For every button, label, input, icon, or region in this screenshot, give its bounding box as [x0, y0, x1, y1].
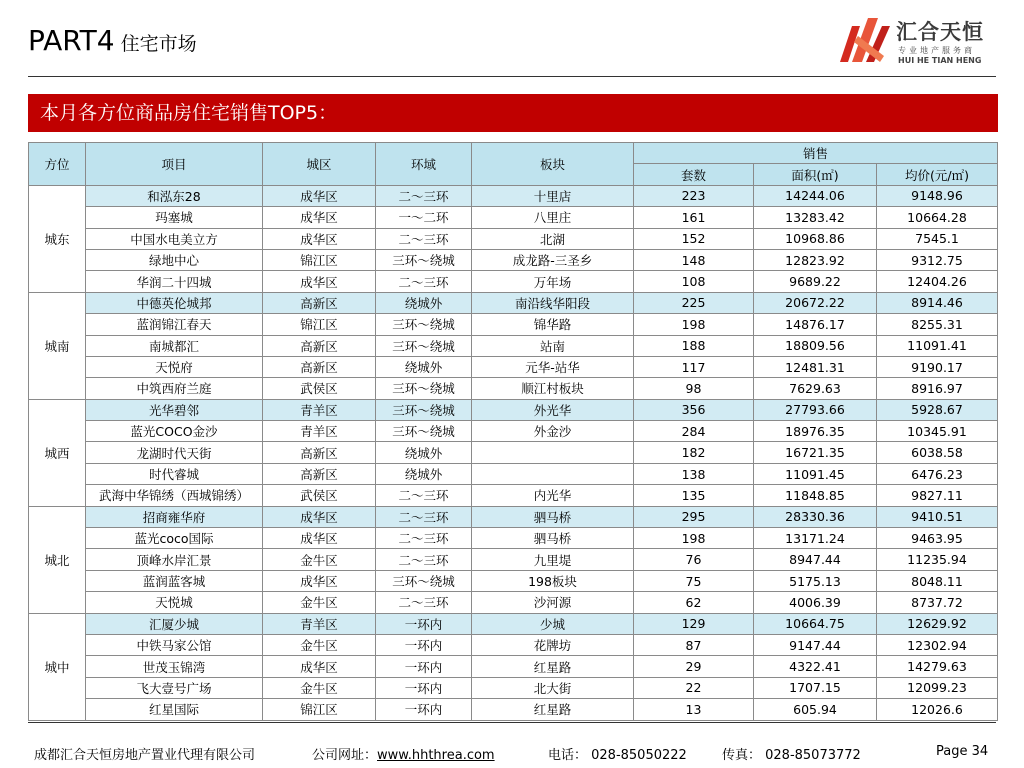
district-cell: 金牛区 — [263, 592, 376, 613]
block-cell: 站南 — [472, 335, 634, 356]
table-row — [29, 528, 998, 549]
project-cell: 红星国际 — [86, 699, 263, 720]
block-cell — [472, 463, 634, 484]
units-cell: 29 — [634, 656, 754, 677]
ring-cell: 一环内 — [376, 656, 472, 677]
ring-cell: 三环～绕城 — [376, 421, 472, 442]
table-row — [29, 207, 998, 228]
ring-cell: 二～三环 — [376, 228, 472, 249]
ring-cell: 绕城外 — [376, 292, 472, 313]
units-cell: 152 — [634, 228, 754, 249]
area-cell: 4006.39 — [754, 592, 877, 613]
part-label: PART4 — [28, 24, 115, 57]
block-cell: 万年场 — [472, 271, 634, 292]
table-row — [29, 335, 998, 356]
section-banner: 本月各方位商品房住宅销售TOP5： — [28, 94, 998, 132]
district-cell: 高新区 — [263, 356, 376, 377]
block-cell: 成龙路-三圣乡 — [472, 249, 634, 270]
units-cell: 76 — [634, 549, 754, 570]
district-cell: 高新区 — [263, 463, 376, 484]
units-cell: 108 — [634, 271, 754, 292]
district-cell: 高新区 — [263, 442, 376, 463]
project-cell: 玛塞城 — [86, 207, 263, 228]
footer-company: 成都汇合天恒房地产置业代理有限公司 — [34, 748, 256, 763]
ring-cell: 三环～绕城 — [376, 399, 472, 420]
units-cell: 356 — [634, 399, 754, 420]
block-cell: 沙河源 — [472, 592, 634, 613]
district-cell: 金牛区 — [263, 634, 376, 655]
region-cell: 城南 — [29, 292, 86, 399]
price-cell: 11091.41 — [877, 335, 998, 356]
area-cell: 605.94 — [754, 699, 877, 720]
project-cell: 蓝光coco国际 — [86, 528, 263, 549]
price-cell: 12099.23 — [877, 677, 998, 698]
table-row — [29, 656, 998, 677]
table-row — [29, 613, 998, 634]
units-cell: 161 — [634, 207, 754, 228]
project-cell: 龙湖时代天街 — [86, 442, 263, 463]
project-cell: 招商雍华府 — [86, 506, 263, 527]
district-cell: 金牛区 — [263, 549, 376, 570]
table-row — [29, 570, 998, 591]
units-cell: 75 — [634, 570, 754, 591]
ring-cell: 三环～绕城 — [376, 249, 472, 270]
project-cell: 飞大壹号广场 — [86, 677, 263, 698]
ring-cell: 二～三环 — [376, 271, 472, 292]
project-cell: 蓝润锦江春天 — [86, 314, 263, 335]
block-cell: 八里庄 — [472, 207, 634, 228]
district-cell: 成华区 — [263, 271, 376, 292]
footer-divider — [28, 722, 996, 723]
footer-fax: 传真： 028-85073772 — [722, 748, 861, 763]
ring-cell: 一环内 — [376, 699, 472, 720]
price-cell: 8737.72 — [877, 592, 998, 613]
district-cell: 成华区 — [263, 228, 376, 249]
area-cell: 18809.56 — [754, 335, 877, 356]
region-cell: 城中 — [29, 613, 86, 720]
district-cell: 成华区 — [263, 656, 376, 677]
area-cell: 11848.85 — [754, 485, 877, 506]
block-cell: 北大街 — [472, 677, 634, 698]
header-area: 面积(㎡) — [754, 164, 877, 185]
price-cell: 12026.6 — [877, 699, 998, 720]
area-cell: 9147.44 — [754, 634, 877, 655]
block-cell: 红星路 — [472, 656, 634, 677]
block-cell: 南沿线华阳段 — [472, 292, 634, 313]
price-cell: 9148.96 — [877, 185, 998, 206]
footer-website — [312, 744, 495, 763]
ring-cell: 一～二环 — [376, 207, 472, 228]
ring-cell: 二～三环 — [376, 549, 472, 570]
ring-cell: 二～三环 — [376, 528, 472, 549]
project-cell: 时代睿城 — [86, 463, 263, 484]
price-cell: 10345.91 — [877, 421, 998, 442]
price-cell: 7545.1 — [877, 228, 998, 249]
block-cell: 外光华 — [472, 399, 634, 420]
district-cell: 成华区 — [263, 528, 376, 549]
ring-cell: 二～三环 — [376, 185, 472, 206]
project-cell: 中德英伦城邦 — [86, 292, 263, 313]
area-cell: 16721.35 — [754, 442, 877, 463]
area-cell: 1707.15 — [754, 677, 877, 698]
units-cell: 198 — [634, 528, 754, 549]
ring-cell: 绕城外 — [376, 442, 472, 463]
area-cell: 4322.41 — [754, 656, 877, 677]
header-price: 均价(元/㎡) — [877, 164, 998, 185]
header-region: 方位 — [29, 143, 86, 186]
area-cell: 12481.31 — [754, 356, 877, 377]
table-row — [29, 314, 998, 335]
ring-cell: 绕城外 — [376, 356, 472, 377]
project-cell: 武海中华锦绣（西城锦绣） — [86, 485, 263, 506]
district-cell: 锦江区 — [263, 314, 376, 335]
block-cell: 驷马桥 — [472, 528, 634, 549]
district-cell: 锦江区 — [263, 699, 376, 720]
table-row — [29, 699, 998, 720]
price-cell: 6476.23 — [877, 463, 998, 484]
district-cell: 成华区 — [263, 185, 376, 206]
units-cell: 138 — [634, 463, 754, 484]
area-cell: 7629.63 — [754, 378, 877, 399]
project-cell: 中筑西府兰庭 — [86, 378, 263, 399]
district-cell: 青羊区 — [263, 613, 376, 634]
block-cell: 红星路 — [472, 699, 634, 720]
ring-cell: 一环内 — [376, 634, 472, 655]
area-cell: 27793.66 — [754, 399, 877, 420]
block-cell: 锦华路 — [472, 314, 634, 335]
table-row — [29, 634, 998, 655]
ring-cell: 三环～绕城 — [376, 378, 472, 399]
units-cell: 87 — [634, 634, 754, 655]
logo-english: HUI HE TIAN HENG — [898, 56, 982, 65]
units-cell: 188 — [634, 335, 754, 356]
project-cell: 天悦府 — [86, 356, 263, 377]
district-cell: 武侯区 — [263, 378, 376, 399]
ring-cell: 三环～绕城 — [376, 570, 472, 591]
district-cell: 锦江区 — [263, 249, 376, 270]
units-cell: 117 — [634, 356, 754, 377]
logo-tagline: 专业地产服务商 — [898, 46, 975, 55]
district-cell: 成华区 — [263, 207, 376, 228]
area-cell: 20672.22 — [754, 292, 877, 313]
area-cell: 14244.06 — [754, 185, 877, 206]
price-cell: 8255.31 — [877, 314, 998, 335]
sales-table — [28, 142, 998, 721]
block-cell — [472, 442, 634, 463]
table-row — [29, 442, 998, 463]
price-cell: 6038.58 — [877, 442, 998, 463]
block-cell: 北湖 — [472, 228, 634, 249]
logo-mark-icon — [838, 16, 894, 64]
block-cell: 十里店 — [472, 185, 634, 206]
units-cell: 223 — [634, 185, 754, 206]
project-cell: 华润二十四城 — [86, 271, 263, 292]
price-cell: 12302.94 — [877, 634, 998, 655]
ring-cell: 二～三环 — [376, 506, 472, 527]
price-cell: 12404.26 — [877, 271, 998, 292]
header-sales: 销售 — [634, 143, 998, 164]
table-row — [29, 378, 998, 399]
units-cell: 129 — [634, 613, 754, 634]
price-cell: 9312.75 — [877, 249, 998, 270]
price-cell: 9410.51 — [877, 506, 998, 527]
price-cell: 9827.11 — [877, 485, 998, 506]
project-cell: 世茂玉锦湾 — [86, 656, 263, 677]
page-title — [28, 24, 197, 61]
block-cell: 花牌坊 — [472, 634, 634, 655]
ring-cell: 二～三环 — [376, 592, 472, 613]
area-cell: 10664.75 — [754, 613, 877, 634]
units-cell: 62 — [634, 592, 754, 613]
price-cell: 10664.28 — [877, 207, 998, 228]
district-cell: 高新区 — [263, 292, 376, 313]
district-cell: 成华区 — [263, 506, 376, 527]
area-cell: 12823.92 — [754, 249, 877, 270]
header-block: 板块 — [472, 143, 634, 186]
page-header — [0, 0, 1024, 78]
table-row — [29, 228, 998, 249]
district-cell: 武侯区 — [263, 485, 376, 506]
project-cell: 蓝润蓝客城 — [86, 570, 263, 591]
project-cell: 光华碧邻 — [86, 399, 263, 420]
units-cell: 198 — [634, 314, 754, 335]
table-row — [29, 677, 998, 698]
table-row — [29, 292, 998, 313]
table-row — [29, 463, 998, 484]
units-cell: 225 — [634, 292, 754, 313]
units-cell: 295 — [634, 506, 754, 527]
ring-cell: 一环内 — [376, 677, 472, 698]
district-cell: 金牛区 — [263, 677, 376, 698]
project-cell: 绿地中心 — [86, 249, 263, 270]
area-cell: 10968.86 — [754, 228, 877, 249]
table-row — [29, 549, 998, 570]
price-cell: 8048.11 — [877, 570, 998, 591]
block-cell: 九里堤 — [472, 549, 634, 570]
header-ring: 环域 — [376, 143, 472, 186]
table-row — [29, 185, 998, 206]
units-cell: 13 — [634, 699, 754, 720]
ring-cell: 一环内 — [376, 613, 472, 634]
table-row — [29, 485, 998, 506]
section-subtitle: 住宅市场 — [120, 33, 197, 55]
area-cell: 13283.42 — [754, 207, 877, 228]
price-cell: 8916.97 — [877, 378, 998, 399]
area-cell: 11091.45 — [754, 463, 877, 484]
header-project: 项目 — [86, 143, 263, 186]
header-units: 套数 — [634, 164, 754, 185]
units-cell: 284 — [634, 421, 754, 442]
ring-cell: 三环～绕城 — [376, 335, 472, 356]
project-cell: 和泓东28 — [86, 185, 263, 206]
table-row — [29, 271, 998, 292]
region-cell: 城北 — [29, 506, 86, 613]
project-cell: 汇厦少城 — [86, 613, 263, 634]
area-cell: 28330.36 — [754, 506, 877, 527]
header-divider — [28, 76, 996, 77]
block-cell: 198板块 — [472, 570, 634, 591]
table-row — [29, 592, 998, 613]
project-cell: 中铁马家公馆 — [86, 634, 263, 655]
website-link[interactable]: www.hhthrea.com — [377, 748, 495, 763]
region-cell: 城东 — [29, 185, 86, 292]
district-cell: 青羊区 — [263, 399, 376, 420]
project-cell: 顶峰水岸汇景 — [86, 549, 263, 570]
project-cell: 南城都汇 — [86, 335, 263, 356]
price-cell: 12629.92 — [877, 613, 998, 634]
table-row — [29, 249, 998, 270]
block-cell: 内光华 — [472, 485, 634, 506]
price-cell: 9190.17 — [877, 356, 998, 377]
project-cell: 蓝光COCO金沙 — [86, 421, 263, 442]
units-cell: 182 — [634, 442, 754, 463]
block-cell: 驷马桥 — [472, 506, 634, 527]
header-district: 城区 — [263, 143, 376, 186]
area-cell: 5175.13 — [754, 570, 877, 591]
ring-cell: 三环～绕城 — [376, 314, 472, 335]
price-cell: 5928.67 — [877, 399, 998, 420]
district-cell: 青羊区 — [263, 421, 376, 442]
units-cell: 135 — [634, 485, 754, 506]
table-row — [29, 506, 998, 527]
logo-name: 汇合天恒 — [896, 20, 984, 44]
table-row — [29, 399, 998, 420]
region-cell: 城西 — [29, 399, 86, 506]
area-cell: 8947.44 — [754, 549, 877, 570]
price-cell: 11235.94 — [877, 549, 998, 570]
project-cell: 中国水电美立方 — [86, 228, 263, 249]
table-body — [29, 185, 998, 720]
area-cell: 9689.22 — [754, 271, 877, 292]
area-cell: 18976.35 — [754, 421, 877, 442]
units-cell: 98 — [634, 378, 754, 399]
block-cell: 元华-站华 — [472, 356, 634, 377]
price-cell: 8914.46 — [877, 292, 998, 313]
table-row — [29, 421, 998, 442]
area-cell: 14876.17 — [754, 314, 877, 335]
price-cell: 9463.95 — [877, 528, 998, 549]
district-cell: 高新区 — [263, 335, 376, 356]
footer-website-label: 公司网址： — [312, 748, 378, 763]
units-cell: 148 — [634, 249, 754, 270]
units-cell: 22 — [634, 677, 754, 698]
district-cell: 成华区 — [263, 570, 376, 591]
block-cell: 少城 — [472, 613, 634, 634]
page-number: Page 34 — [936, 744, 989, 759]
ring-cell: 二～三环 — [376, 485, 472, 506]
footer-phone: 电话： 028-85050222 — [548, 748, 687, 763]
table-row — [29, 356, 998, 377]
project-cell: 天悦城 — [86, 592, 263, 613]
ring-cell: 绕城外 — [376, 463, 472, 484]
area-cell: 13171.24 — [754, 528, 877, 549]
block-cell: 顺江村板块 — [472, 378, 634, 399]
price-cell: 14279.63 — [877, 656, 998, 677]
company-logo — [838, 16, 998, 66]
block-cell: 外金沙 — [472, 421, 634, 442]
